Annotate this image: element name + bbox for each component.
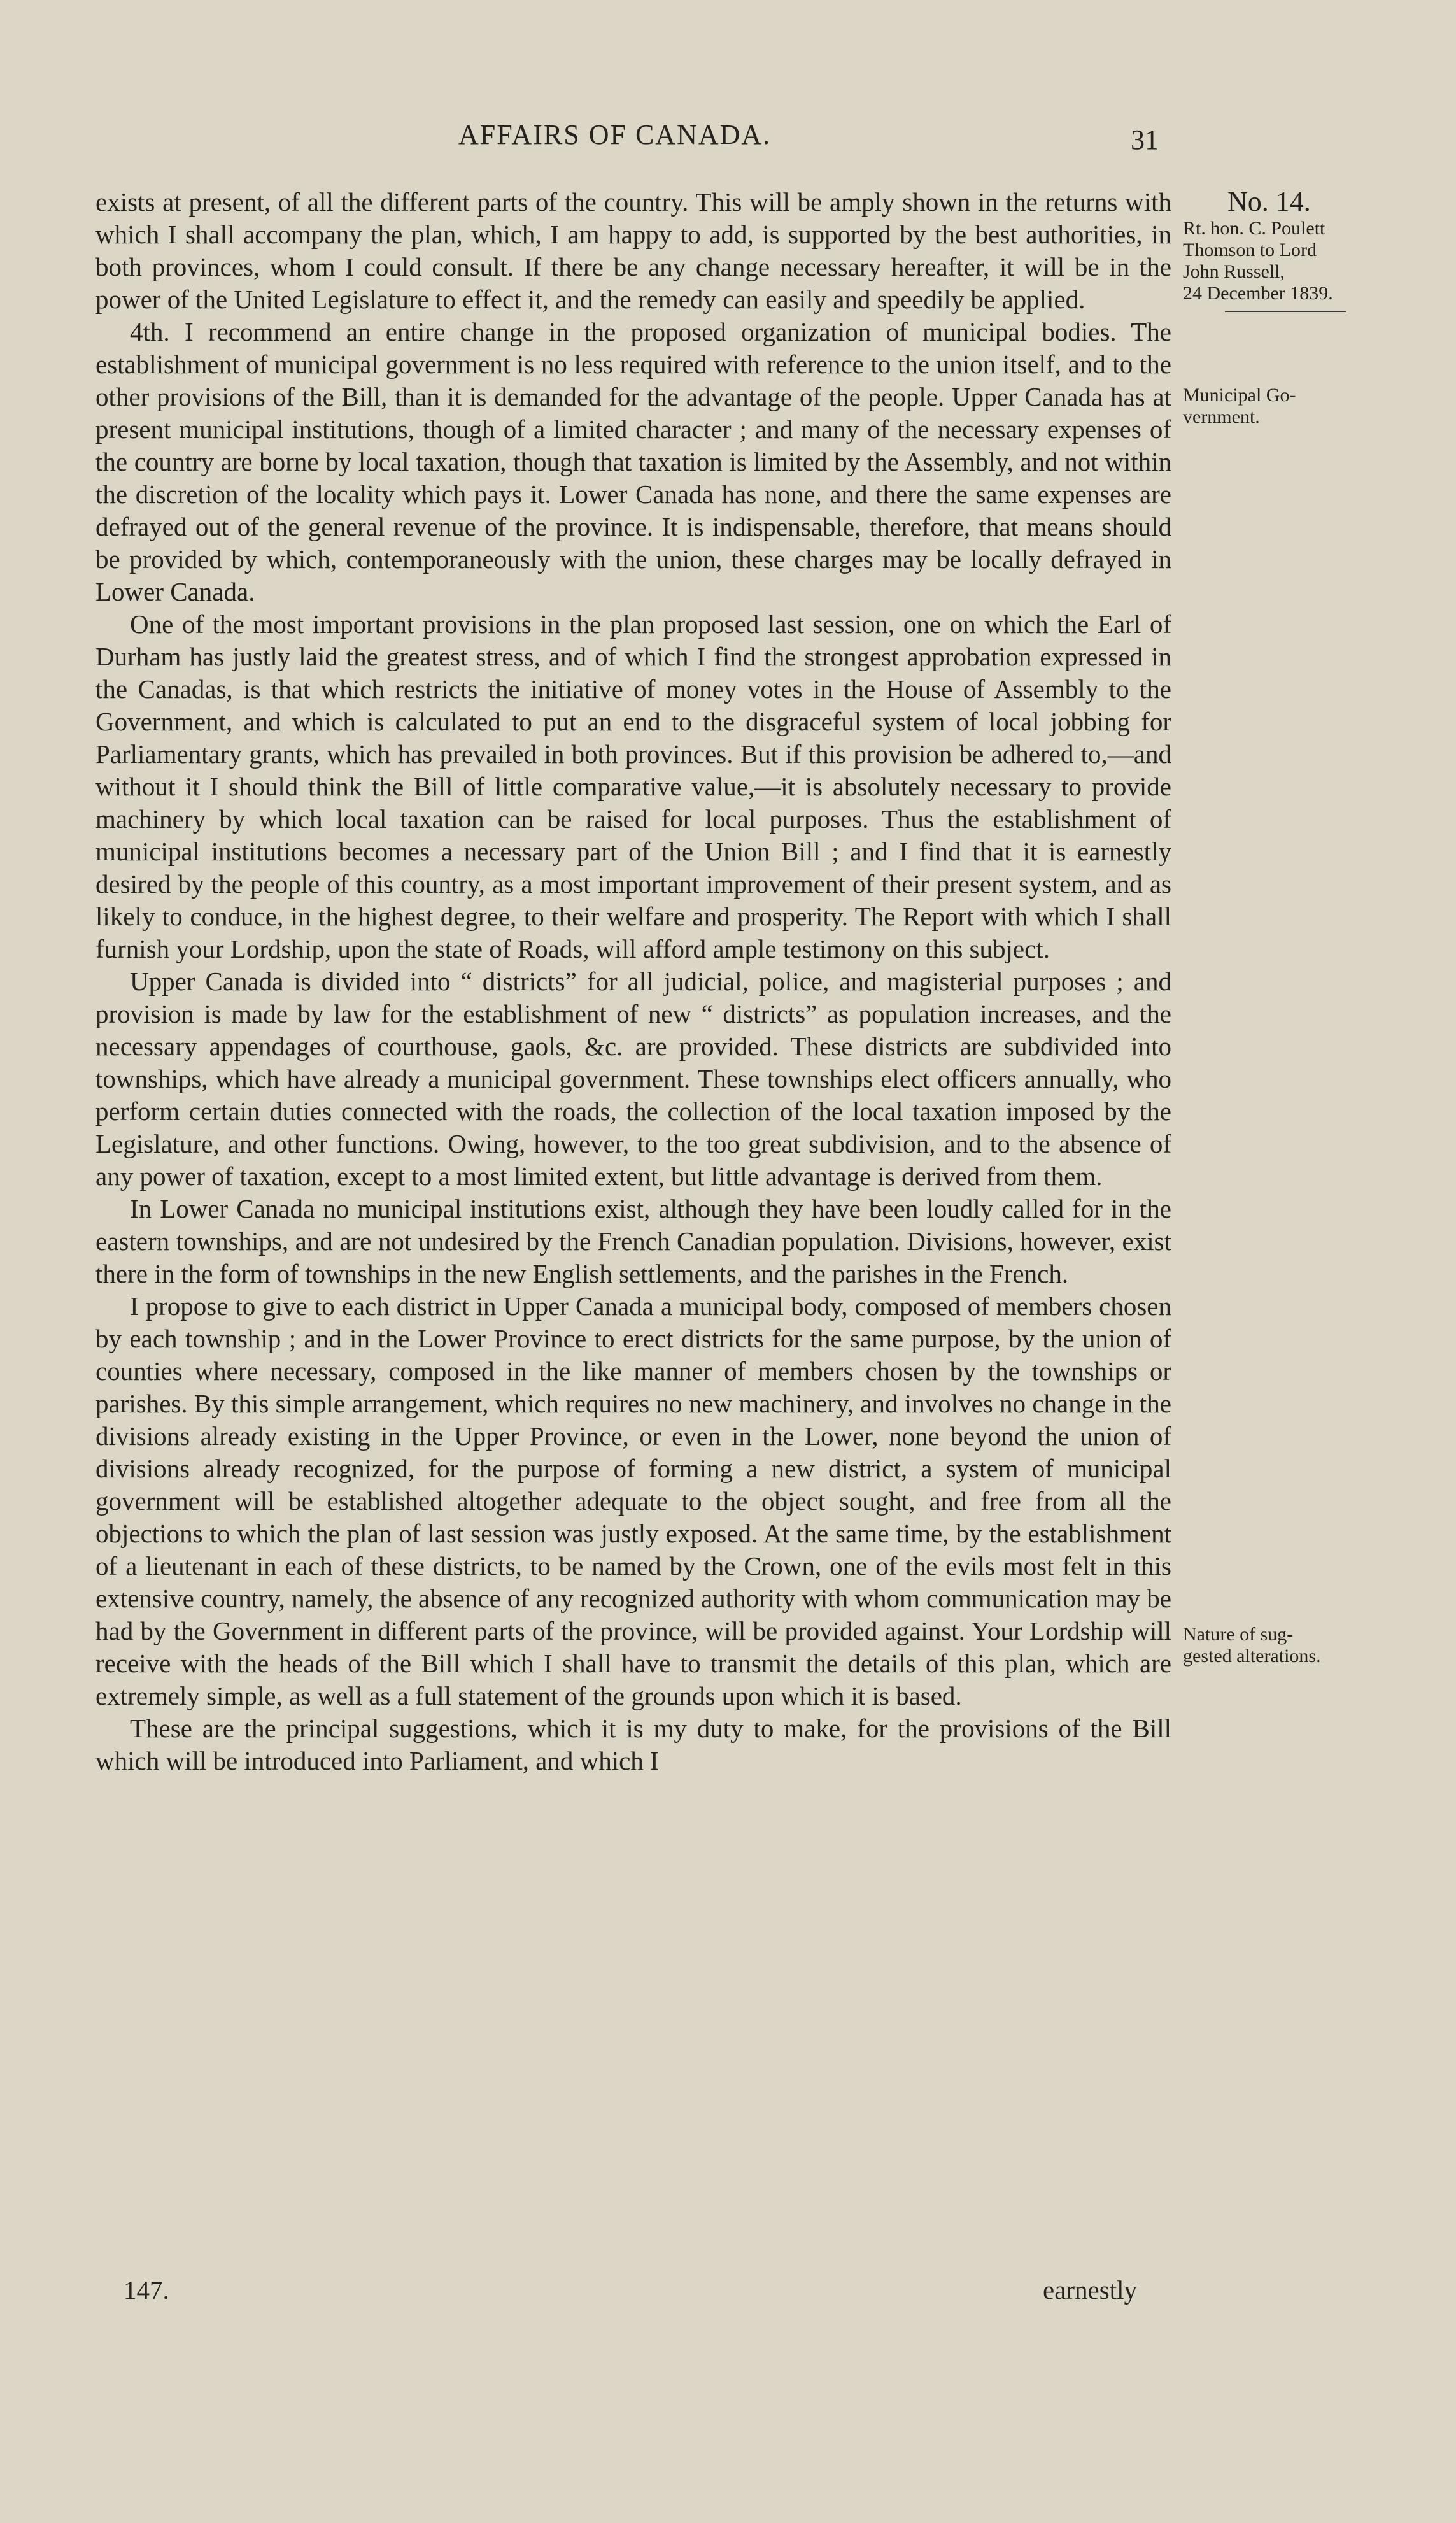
paragraph-proposal: I propose to give to each district in Upper Canada a municipal body, composed of members chosen by each township ; and in the Lower Province to erect districts for the same purpose, by the union of counties where necessary, composed in the like manner of members chosen by the townships or parishes. By this simple arrangement, which requires no new machinery, and involves no change in the divisions already existing in the Upper Province, or even in the Lower, none beyond the union of divisions already recognized, for the purpose of forming a new district, a system of municipal government will be established altogether adequate to the object sought, and free from all the objections to which the plan of last session was justly exposed. At the same time, by the establishment of a lieutenant in each of these districts, to be named by the Crown, one of the evils most felt in this extensive country, namely, the absence of any recognized authority with whom communication may be had by the Government in different parts of the province, will be provided against. Your Lordship will receive with the heads of the Bill which I shall have to transmit the details of this plan, which are extremely simple, as well as a full statement of the grounds upon which it is based. xyxy=(95,1291,1171,1710)
sender-line: John Russell, xyxy=(1183,261,1285,282)
sender-line: Rt. hon. C. Poulett xyxy=(1183,218,1325,239)
running-head: AFFAIRS OF CANADA. xyxy=(458,119,772,150)
paragraph-continuation: exists at present, of all the different parts of the country. This will be amply shown in the returns with which I shall accompany the plan, which, I am happy to add, is supported by the best authorities, in both provinces, whom I could consult. If there be any change necessary hereafter, it will be in the power of the United Legislature to effect it, and the remedy can easily and speedily be applied. xyxy=(95,187,1171,314)
catchword: earnestly xyxy=(1043,2275,1137,2305)
signature-mark: 147. xyxy=(124,2275,169,2305)
body-text xyxy=(95,186,1171,1777)
margin-note-municipal xyxy=(1183,385,1399,428)
document-number: No. 14. xyxy=(1227,186,1311,217)
margin-note-line: Municipal Go- xyxy=(1183,385,1296,406)
paragraph-fourth-recommendation: 4th. I recommend an entire change in the proposed organization of municipal bodies. The establishment of municipal government is no less required with reference to the union itself, and to the other provisions of the Bill, than it is demanded for the advantage of the people. Upper Canada has at present municipal institutions, though of a limited character ; and many of the necessary expenses of the country are borne by local taxation, though that taxation is limited by the Assembly, and not within the discretion of the locality which pays it. Lower Canada has none, and there the same expenses are defrayed out of the general revenue of the province. It is indispensable, therefore, that means should be provided by which, contemporaneously with the union, these charges may be locally defrayed in Lower Canada. xyxy=(95,317,1171,606)
margin-note-line: Nature of sug- xyxy=(1183,1624,1294,1645)
margin-note-nature xyxy=(1183,1624,1399,1667)
margin-note-line: gested alterations. xyxy=(1183,1645,1321,1667)
date-line: 24 December 1839. xyxy=(1183,283,1333,304)
paragraph-money-votes: One of the most important provisions in the plan proposed last session, one on which the Earl of Durham has justly laid the greatest stress, and of which I find the strongest approbation expressed in the Canadas, is that which restricts the initiative of money votes in the House of Assembly to the Government, and which is calculated to put an end to the disgraceful system of local jobbing for Parliamentary grants, which has prevailed in both provinces. But if this provision be adhered to,—and without it I should think the Bill of little comparative value,—it is absolutely necessary to provide machinery by which local taxation can be raised for local purposes. Thus the establishment of municipal institutions becomes a necessary part of the Union Bill ; and I find that it is earnestly desired by the people of this country, as a most important improvement of their present system, and as likely to conduce, in the highest degree, to their welfare and prosperity. The Report with which I shall furnish your Lordship, upon the state of Roads, will afford ample testimony on this subject. xyxy=(95,609,1171,963)
margin-note-line: vernment. xyxy=(1183,406,1260,427)
paragraph-principal-suggestions: These are the principal suggestions, which it is my duty to make, for the provisions of the Bill which will be introduced into Parliament, and which I xyxy=(95,1714,1171,1775)
margin-note-document xyxy=(1183,186,1399,312)
paragraph-lower-canada: In Lower Canada no municipal institutions exist, although they have been loudly called for in the eastern townships, and are not undesired by the French Canadian population. Divisions, however, exist there in the form of townships in the new English settlements, and the parishes in the French. xyxy=(95,1194,1171,1288)
sender-line: Thomson to Lord xyxy=(1183,239,1317,260)
divider xyxy=(1225,311,1346,312)
page-number: 31 xyxy=(1131,124,1159,155)
paragraph-upper-canada-districts: Upper Canada is divided into “ districts” for all judicial, police, and magisterial purposes ; and provision is made by law for the establishment of new “ districts” as population increases, and the necessary appendages of courthouse, gaols, &c. are provided. These districts are subdivided into townships, which have already a municipal government. These townships elect officers annually, who perform certain duties connected with the roads, the collection of the local taxation imposed by the Legislature, and other functions. Owing, however, to the too great subdivision, and to the absence of any power of taxation, except to a most limited extent, but little advantage is derived from them. xyxy=(95,967,1171,1191)
